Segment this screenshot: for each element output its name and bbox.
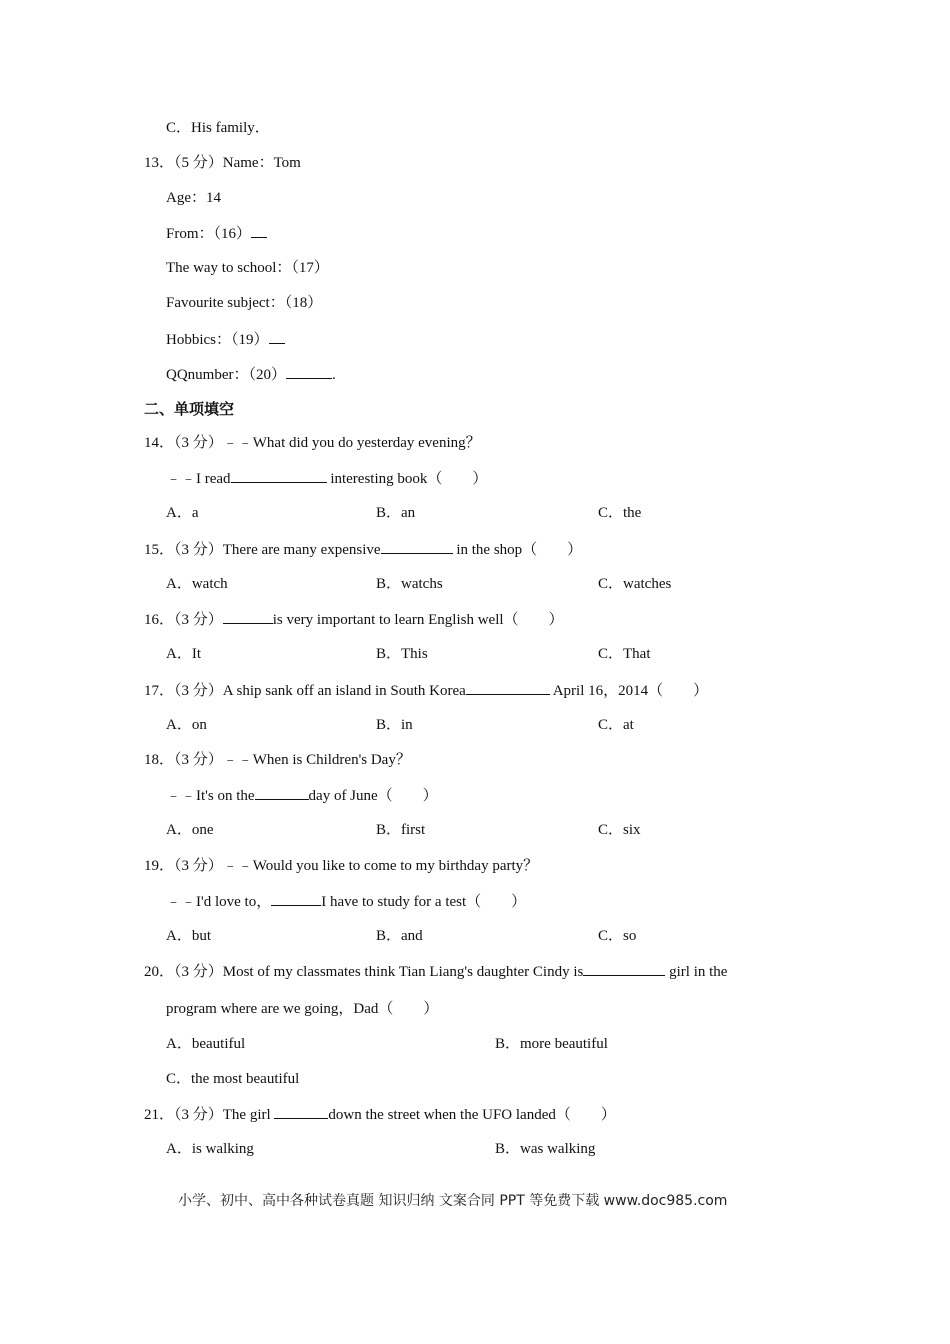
q14-option-a: A．a — [166, 505, 199, 521]
q13-from-blank — [251, 223, 267, 238]
q15-stem-a: 15．（3 分）There are many expensive — [144, 542, 381, 558]
q16-stem-b: is very important to learn English well（ ） — [272, 612, 564, 628]
q13-subject: Favourite subject：（18） — [166, 295, 323, 311]
q18-line2-a: ﹣﹣It's on the — [166, 788, 255, 804]
q13-qq-end: . — [332, 367, 336, 383]
q21-option-b: B．was walking — [495, 1141, 596, 1157]
q19-option-a: A．but — [166, 928, 212, 944]
q14-stem: 14．（3 分）﹣﹣What did you do yesterday evening？ — [144, 435, 481, 451]
q18-option-b: B．first — [376, 822, 426, 838]
q13-qq-label: QQnumber：（20） — [166, 367, 286, 383]
q13-from — [166, 223, 267, 244]
q20-option-a: A．beautiful — [166, 1036, 246, 1052]
q17-option-a: A．on — [166, 717, 207, 733]
q21-option-a: A．is walking — [166, 1141, 254, 1157]
q14-line2-b: interesting book（ ） — [326, 471, 488, 487]
q18-blank — [255, 785, 309, 800]
q21-blank — [274, 1104, 328, 1119]
q17-option-c: C．at — [598, 717, 634, 733]
q17-stem-a: 17．（3 分）A ship sank off an island in South Korea — [144, 683, 466, 699]
q19-blank — [271, 891, 321, 906]
q13-hobbies-blank — [269, 329, 285, 344]
q13-header: 13．（5 分）Name：Tom — [144, 155, 301, 171]
q14-line2-a: ﹣﹣I read — [166, 471, 231, 487]
q19-line2-b: I have to study for a test（ ） — [321, 894, 527, 910]
q13-qq-blank — [286, 364, 332, 379]
q21-stem — [144, 1104, 616, 1125]
q15-stem — [144, 539, 582, 560]
q15-option-c: C．watches — [598, 576, 672, 592]
q20-line2: program where are we going，Dad（ ） — [166, 1001, 439, 1017]
q14-line2 — [166, 468, 487, 489]
q15-blank — [381, 539, 453, 554]
q17-stem — [144, 680, 708, 701]
q20-stem-b: girl in the — [665, 964, 728, 980]
q20-option-b: B．more beautiful — [495, 1036, 608, 1052]
section-title: 二、单项填空 — [144, 400, 235, 418]
q20-stem — [144, 961, 727, 982]
q13-hobbies — [166, 329, 285, 350]
q20-option-c: C．the most beautiful — [166, 1071, 300, 1087]
q16-stem-a: 16．（3 分） — [144, 612, 223, 628]
q16-stem — [144, 609, 564, 630]
q16-blank — [223, 609, 273, 624]
q18-option-a: A．one — [166, 822, 214, 838]
q21-stem-b: down the street when the UFO landed（ ） — [328, 1107, 616, 1123]
q19-option-b: B．and — [376, 928, 423, 944]
q14-option-c: C．the — [598, 505, 642, 521]
q19-line2 — [166, 891, 526, 912]
q20-stem-a: 20．（3 分）Most of my classmates think Tian Liang's daughter Cindy is — [144, 964, 584, 980]
q19-line2-a: ﹣﹣I'd love to， — [166, 894, 272, 910]
q18-option-c: C．six — [598, 822, 641, 838]
q18-stem: 18．（3 分）﹣﹣When is Children's Day？ — [144, 752, 411, 768]
q21-stem-a: 21．（3 分）The girl — [144, 1107, 275, 1123]
q13-age: Age：14 — [166, 190, 221, 206]
q20-blank — [583, 961, 665, 976]
q15-option-a: A．watch — [166, 576, 228, 592]
q16-option-a: A．It — [166, 646, 201, 662]
q19-stem: 19．（3 分）﹣﹣Would you like to come to my birthday party？ — [144, 858, 539, 874]
q12-option-c: C．His family． — [166, 120, 270, 136]
q16-option-c: C．That — [598, 646, 651, 662]
q17-blank — [466, 680, 550, 695]
q18-line2 — [166, 785, 438, 806]
q17-stem-b: April 16，2014（ ） — [549, 683, 709, 699]
q17-option-b: B．in — [376, 717, 413, 733]
q15-stem-b: in the shop（ ） — [452, 542, 583, 558]
q13-way: The way to school：（17） — [166, 260, 329, 276]
q13-qq — [166, 364, 336, 385]
q15-option-b: B．watchs — [376, 576, 443, 592]
q14-blank — [231, 468, 327, 483]
q19-option-c: C．so — [598, 928, 637, 944]
q14-option-b: B．an — [376, 505, 416, 521]
q18-line2-b: day of June（ ） — [308, 788, 438, 804]
q13-hobbies-label: Hobbics：（19） — [166, 332, 269, 348]
q13-from-label: From：（16） — [166, 226, 252, 242]
page-footer: 小学、初中、高中各种试卷真题 知识归纳 文案合同 PPT 等免费下载 www.doc985.com — [178, 1193, 728, 1209]
q16-option-b: B．This — [376, 646, 428, 662]
